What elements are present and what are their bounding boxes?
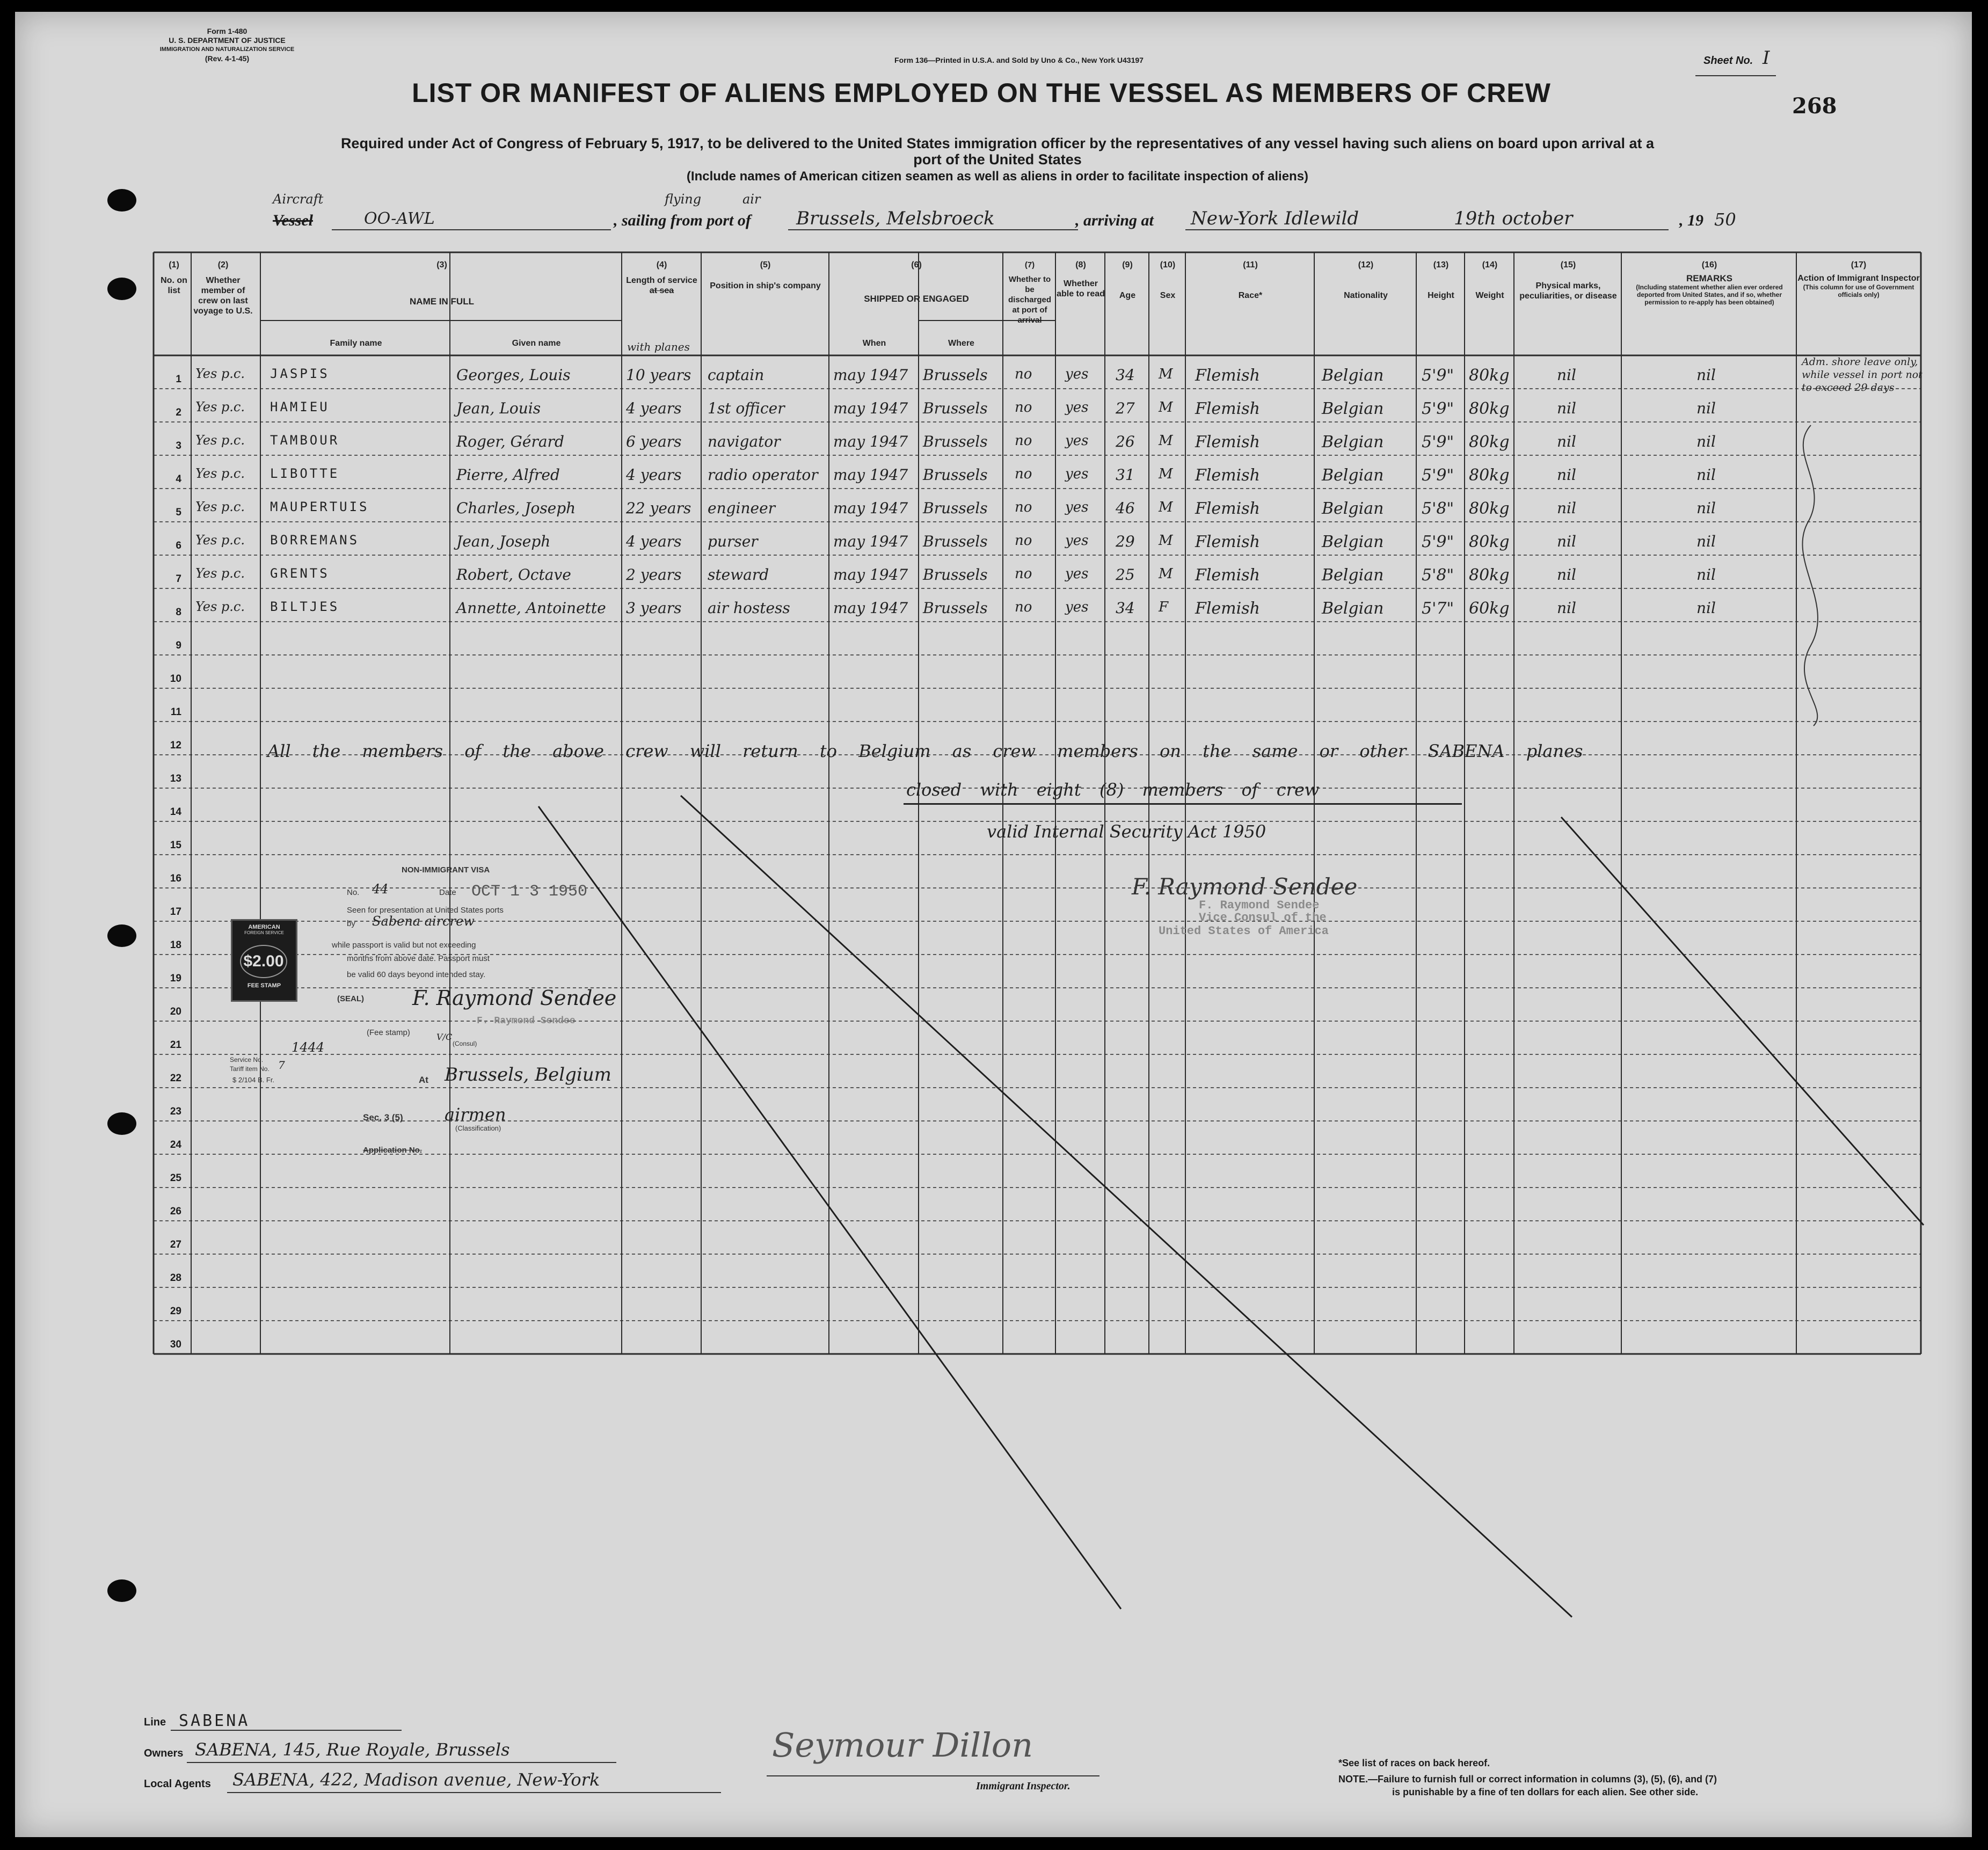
col10-num: (10) — [1160, 260, 1176, 270]
remarks-cell: nil — [1696, 399, 1716, 417]
note-return-belgium: All the members of the above crew will return to Belgium as crew members on the same or other SABENA planes — [267, 741, 1583, 761]
physical-marks-cell: nil — [1557, 566, 1576, 584]
fee-stamp — [231, 919, 297, 1002]
col5-num: (5) — [760, 260, 771, 270]
race-cell: Flemish — [1195, 366, 1260, 385]
row-number: 6 — [176, 540, 181, 551]
nationality-cell: Belgian — [1322, 366, 1384, 385]
col6a-label: When — [862, 339, 886, 348]
able-to-read-cell: yes — [1065, 499, 1089, 515]
arriving-value: New-York Idlewild — [1191, 208, 1359, 229]
inspector-label: Immigrant Inspector. — [976, 1780, 1071, 1792]
col3b-label: Given name — [512, 339, 561, 348]
page-number: 268 — [1792, 93, 1837, 119]
weight-cell: 80kg — [1469, 399, 1510, 418]
owners-value: SABENA, 145, Rue Royale, Brussels — [195, 1739, 510, 1760]
height-cell: 5'9" — [1422, 433, 1454, 451]
shipped-where-cell: Brussels — [923, 566, 988, 584]
family-name-cell: TAMBOUR — [270, 433, 340, 448]
age-cell: 27 — [1116, 399, 1135, 417]
air-note: air — [742, 192, 761, 207]
vessel-value: OO-AWL — [364, 209, 435, 228]
note-label: NOTE. — [1338, 1774, 1368, 1785]
race-cell: Flemish — [1195, 466, 1260, 485]
service-length-cell: 6 years — [626, 433, 682, 450]
col6-label: SHIPPED OR ENGAGED — [864, 294, 969, 304]
visa-consul-label: (Consul) — [453, 1040, 477, 1047]
physical-marks-cell: nil — [1557, 433, 1576, 450]
visa-class-label: (Classification) — [455, 1124, 501, 1132]
able-to-read-cell: yes — [1065, 599, 1089, 615]
visa-app-label: Application No. — [363, 1146, 422, 1155]
cancel-line — [538, 806, 1121, 1609]
arriving-label: , arriving at — [1075, 212, 1154, 229]
row-number: 22 — [170, 1073, 181, 1084]
position-cell: purser — [708, 533, 758, 550]
position-cell: radio operator — [708, 466, 818, 484]
service: IMMIGRATION AND NATURALIZATION SERVICE — [159, 46, 295, 53]
row-number: 20 — [170, 1006, 181, 1017]
family-name-cell: JASPIS — [270, 366, 330, 381]
sailing-value: Brussels, Melsbroeck — [796, 208, 995, 229]
discharged-cell: no — [1015, 533, 1032, 549]
shipped-where-cell: Brussels — [923, 499, 988, 517]
discharged-cell: no — [1015, 566, 1032, 582]
col11-label: Race* — [1238, 291, 1263, 300]
weight-cell: 80kg — [1469, 499, 1510, 518]
nationality-cell: Belgian — [1322, 466, 1384, 485]
col5-label: Position in ship's company — [710, 281, 821, 290]
given-name-cell: Georges, Louis — [456, 366, 571, 384]
position-cell: captain — [708, 366, 764, 384]
shipped-when-cell: may 1947 — [833, 366, 908, 384]
col3-num: (3) — [436, 260, 447, 270]
inspector-underline — [767, 1775, 1099, 1776]
age-cell: 46 — [1116, 499, 1135, 517]
col3a-label: Family name — [330, 339, 382, 348]
row-number: 23 — [170, 1106, 181, 1117]
col16-label: REMARKS — [1686, 273, 1732, 283]
row-number: 11 — [170, 707, 181, 718]
row-number: 15 — [170, 840, 181, 851]
race-cell: Flemish — [1195, 499, 1260, 518]
col9-num: (9) — [1122, 260, 1133, 270]
agents-underline — [227, 1792, 721, 1793]
vessel-label: Vessel — [273, 212, 313, 229]
visa-sec-label: Sec. 3 (5) — [363, 1112, 403, 1123]
visa-valid-text1: while passport is valid but not exceeding — [332, 941, 476, 950]
service-length-cell: 4 years — [626, 533, 682, 550]
nationality-cell: Belgian — [1322, 599, 1384, 618]
row-number: 9 — [176, 640, 181, 651]
prior-voyage-cell: Yes p.c. — [195, 366, 245, 381]
visa-by-label: by — [347, 919, 355, 928]
visa-service-no: 1444 — [292, 1040, 325, 1055]
race-cell: Flemish — [1195, 566, 1260, 585]
row-number: 5 — [176, 507, 181, 518]
row-number: 12 — [170, 740, 181, 751]
shipped-when-cell: may 1947 — [833, 433, 908, 450]
discharged-cell: no — [1015, 399, 1032, 416]
given-name-cell: Roger, Gérard — [456, 433, 564, 450]
family-name-cell: BILTJES — [270, 599, 340, 614]
row-number: 4 — [176, 474, 181, 485]
col14-label: Weight — [1475, 291, 1504, 300]
date-value: 19th october — [1454, 208, 1573, 229]
family-name-cell: HAMIEU — [270, 399, 330, 414]
year-value: 50 — [1714, 209, 1736, 230]
sex-cell: M — [1159, 533, 1173, 549]
visa-consul-value: V/C — [436, 1032, 453, 1042]
remarks-cell: nil — [1696, 499, 1716, 517]
family-name-cell: BORREMANS — [270, 533, 360, 548]
subtitle-line1: Required under Act of Congress of February 5, 1917, to be delivered to the United States immigration officer by the representatives of any vessel having such aliens on board upon arrival at a — [340, 135, 1655, 151]
sailing-label: , sailing from port of — [614, 212, 751, 229]
visa-no-label: No. — [347, 888, 360, 897]
height-cell: 5'7" — [1422, 599, 1454, 618]
weight-cell: 80kg — [1469, 433, 1510, 451]
discharged-cell: no — [1015, 499, 1032, 515]
row-number: 27 — [170, 1239, 181, 1250]
col2-label: Whether member of crew on last voyage to U.S. — [193, 276, 253, 316]
physical-marks-cell: nil — [1557, 533, 1576, 550]
col12-num: (12) — [1358, 260, 1374, 270]
subtitle-line3: (Include names of American citizen seamen as well as aliens in order to facilitate inspection of aliens) — [686, 169, 1309, 184]
service-length-cell: 22 years — [626, 499, 691, 517]
consul-title: Vice Consul of the — [1199, 911, 1327, 924]
discharged-cell: no — [1015, 466, 1032, 482]
col17-num: (17) — [1851, 260, 1867, 270]
visa-header: NON-IMMIGRANT VISA — [402, 865, 490, 875]
row-number: 17 — [170, 906, 181, 917]
visa-service-label: Service No. — [230, 1056, 264, 1064]
col4-num: (4) — [656, 260, 667, 270]
aircraft-note: Aircraft — [273, 192, 324, 207]
visa-date-value: OCT 1 3 1950 — [471, 883, 588, 901]
race-cell: Flemish — [1195, 399, 1260, 418]
visa-seal-label: (SEAL) — [337, 994, 364, 1003]
given-name-cell: Pierre, Alfred — [456, 466, 560, 484]
agents-value: SABENA, 422, Madison avenue, New-York — [232, 1769, 600, 1790]
col6b-label: Where — [948, 339, 974, 348]
revision: (Rev. 4-1-45) — [205, 54, 250, 63]
given-name-cell: Jean, Louis — [456, 399, 541, 417]
nationality-cell: Belgian — [1322, 566, 1384, 585]
given-name-cell: Jean, Joseph — [456, 533, 551, 550]
visa-date-label: Date — [439, 888, 456, 897]
service-length-cell: 4 years — [626, 399, 682, 417]
visa-at-value: Brussels, Belgium — [445, 1064, 611, 1086]
given-name-cell: Annette, Antoinette — [456, 599, 606, 617]
height-cell: 5'8" — [1422, 499, 1454, 518]
printer-line: Form 136—Printed in U.S.A. and Sold by Uno & Co., New York U43197 — [894, 56, 1144, 64]
visa-sig-typed: F. Raymond Sendee — [477, 1016, 576, 1026]
age-cell: 31 — [1116, 466, 1135, 484]
height-cell: 5'9" — [1422, 399, 1454, 418]
visa-no-value: 44 — [372, 882, 389, 897]
race-cell: Flemish — [1195, 599, 1260, 618]
service-length-cell: 2 years — [626, 566, 682, 584]
line-underline — [171, 1730, 402, 1731]
shipped-when-cell: may 1947 — [833, 466, 908, 484]
visa-fee-label: (Fee stamp) — [367, 1028, 410, 1037]
row-number: 19 — [170, 973, 181, 984]
physical-marks-cell: nil — [1557, 466, 1576, 484]
sheet-value: I — [1763, 47, 1770, 69]
row-number: 14 — [170, 806, 181, 818]
physical-marks-cell: nil — [1557, 366, 1576, 384]
discharged-cell: no — [1015, 433, 1032, 449]
col10-label: Sex — [1160, 291, 1176, 300]
remarks-cell: nil — [1696, 433, 1716, 450]
remarks-cell: nil — [1696, 366, 1716, 384]
service-length-cell: 4 years — [626, 466, 682, 484]
weight-cell: 60kg — [1469, 599, 1510, 618]
col2-num: (2) — [217, 260, 229, 270]
visa-tariff-label: Tariff item No. — [230, 1065, 270, 1073]
inspector-signature: Seymour Dillon — [772, 1725, 1033, 1765]
sex-cell: M — [1159, 433, 1173, 449]
subtitle-line2: port of the United States — [913, 151, 1082, 167]
col7-label: Whether to be discharged at port of arrival — [1008, 275, 1052, 325]
cancel-line — [681, 796, 1572, 1617]
consul-typed-name: F. Raymond Sendee — [1199, 899, 1320, 912]
row-number: 29 — [170, 1306, 181, 1317]
consul-country: United States of America — [1159, 924, 1329, 938]
col7-num: (7) — [1024, 260, 1035, 270]
col8-label: Whether able to read — [1057, 279, 1105, 298]
col15-label: Physical marks, peculiarities, or disease — [1519, 281, 1617, 301]
prior-voyage-cell: Yes p.c. — [195, 533, 245, 548]
age-cell: 34 — [1116, 366, 1135, 384]
able-to-read-cell: yes — [1065, 366, 1089, 382]
fee-stamp-line3: FEE STAMP — [247, 982, 281, 989]
shipped-where-cell: Brussels — [923, 366, 988, 384]
able-to-read-cell: yes — [1065, 433, 1089, 449]
col1-num: (1) — [169, 260, 179, 270]
visa-class-value: airmen — [445, 1104, 506, 1125]
race-cell: Flemish — [1195, 433, 1260, 451]
col17-label: Action of Immigrant Inspector — [1797, 274, 1920, 283]
row-number: 16 — [170, 873, 181, 884]
col16-num: (16) — [1701, 260, 1717, 270]
ditto-bracket — [1802, 425, 1817, 726]
col3-label: NAME IN FULL — [410, 296, 474, 307]
year-prefix: , 19 — [1679, 212, 1703, 229]
given-name-cell: Charles, Joseph — [456, 499, 576, 517]
owners-label: Owners — [144, 1747, 184, 1759]
fee-stamp-line2: FOREIGN SERVICE — [244, 930, 284, 935]
service-length-cell: 3 years — [626, 599, 682, 617]
position-cell: engineer — [708, 499, 776, 517]
visa-valid-text3: be valid 60 days beyond intended stay. — [347, 970, 486, 979]
nationality-cell: Belgian — [1322, 499, 1384, 518]
owners-underline — [187, 1762, 616, 1763]
row-number: 8 — [176, 607, 181, 618]
height-cell: 5'9" — [1422, 533, 1454, 551]
col4-hand-note: with planes — [627, 340, 690, 353]
department: U. S. DEPARTMENT OF JUSTICE — [169, 36, 286, 45]
visa-seen-text: Seen for presentation at United States ports — [347, 906, 504, 915]
col8-num: (8) — [1075, 260, 1086, 270]
row-number: 26 — [170, 1206, 181, 1217]
inspector-action-note: Adm. shore leave only, while vessel in port not to exceed 29 days — [1802, 356, 1923, 394]
visa-at-label: At — [419, 1075, 428, 1085]
col15-num: (15) — [1560, 260, 1576, 270]
row-number: 28 — [170, 1272, 181, 1284]
note-valid-security-act: valid Internal Security Act 1950 — [987, 821, 1266, 842]
cancel-line — [1561, 817, 1924, 1225]
given-name-cell: Robert, Octave — [456, 566, 571, 584]
line-value: SABENA — [179, 1711, 250, 1730]
able-to-read-cell: yes — [1065, 399, 1089, 416]
sex-cell: F — [1159, 599, 1169, 615]
race-cell: Flemish — [1195, 533, 1260, 551]
age-cell: 26 — [1116, 433, 1135, 450]
service-length-cell: 10 years — [626, 366, 691, 384]
weight-cell: 80kg — [1469, 466, 1510, 485]
col13-label: Height — [1428, 291, 1454, 300]
weight-cell: 80kg — [1469, 366, 1510, 385]
sex-cell: M — [1159, 399, 1173, 416]
nationality-cell: Belgian — [1322, 433, 1384, 451]
form-number: Form 1-480 — [207, 27, 247, 35]
physical-marks-cell: nil — [1557, 399, 1576, 417]
col17-note: (This column for use of Government officials only) — [1803, 283, 1914, 298]
manifest-page — [15, 12, 1972, 1837]
prior-voyage-cell: Yes p.c. — [195, 499, 245, 514]
able-to-read-cell: yes — [1065, 466, 1089, 482]
nationality-cell: Belgian — [1322, 533, 1384, 551]
row-number: 25 — [170, 1172, 181, 1184]
sex-cell: M — [1159, 366, 1173, 382]
prior-voyage-cell: Yes p.c. — [195, 566, 245, 581]
height-cell: 5'9" — [1422, 366, 1454, 385]
shipped-where-cell: Brussels — [923, 466, 988, 484]
agents-label: Local Agents — [144, 1778, 211, 1790]
document-title: LIST OR MANIFEST OF ALIENS EMPLOYED ON THE VESSEL AS MEMBERS OF CREW — [412, 78, 1551, 108]
row-number: 10 — [170, 673, 181, 684]
shipped-where-cell: Brussels — [923, 533, 988, 550]
weight-cell: 80kg — [1469, 566, 1510, 585]
remarks-cell: nil — [1696, 566, 1716, 584]
remarks-cell: nil — [1696, 466, 1716, 484]
row-number: 3 — [176, 440, 181, 451]
note-text1: —Failure to furnish full or correct information in columns (3), (5), (6), and (7) — [1368, 1774, 1717, 1785]
sex-cell: M — [1159, 566, 1173, 582]
age-cell: 34 — [1116, 599, 1135, 617]
shipped-where-cell: Brussels — [923, 599, 988, 617]
discharged-cell: no — [1015, 599, 1032, 615]
physical-marks-cell: nil — [1557, 499, 1576, 517]
prior-voyage-cell: Yes p.c. — [195, 399, 245, 414]
family-name-cell: LIBOTTE — [270, 466, 340, 481]
visa-signature: F. Raymond Sendee — [412, 986, 617, 1010]
col4-label: Length of service — [626, 276, 697, 285]
col14-num: (14) — [1482, 260, 1498, 270]
col13-num: (13) — [1433, 260, 1449, 270]
position-cell: navigator — [708, 433, 781, 450]
position-cell: steward — [708, 566, 769, 584]
sex-cell: M — [1159, 499, 1173, 515]
fee-stamp-value: $2.00 — [240, 945, 287, 978]
position-cell: air hostess — [708, 599, 790, 617]
prior-voyage-cell: Yes p.c. — [195, 466, 245, 481]
races-note: *See list of races on back hereof. — [1338, 1758, 1490, 1768]
col9-label: Age — [1119, 291, 1136, 300]
visa-by-value: Sabena aircrew — [372, 914, 475, 929]
visa-valid-text2: months from above date. Passport must — [347, 954, 490, 963]
col4-strike: at sea — [649, 286, 674, 295]
sex-cell: M — [1159, 466, 1173, 482]
height-cell: 5'9" — [1422, 466, 1454, 485]
discharged-cell: no — [1015, 366, 1032, 382]
family-name-cell: GRENTS — [270, 566, 330, 581]
col11-num: (11) — [1243, 260, 1258, 270]
row-number: 24 — [170, 1139, 181, 1150]
shipped-when-cell: may 1947 — [833, 499, 908, 517]
shipped-when-cell: may 1947 — [833, 566, 908, 584]
row-number: 1 — [176, 374, 181, 385]
prior-voyage-cell: Yes p.c. — [195, 599, 245, 614]
able-to-read-cell: yes — [1065, 566, 1089, 582]
row-number: 2 — [176, 407, 181, 418]
col1-label: No. on list — [161, 276, 187, 295]
row-number: 13 — [170, 773, 181, 784]
height-cell: 5'8" — [1422, 566, 1454, 585]
able-to-read-cell: yes — [1065, 533, 1089, 549]
shipped-where-cell: Brussels — [923, 433, 988, 450]
flying-note: flying — [665, 192, 702, 207]
row-number: 7 — [176, 573, 181, 585]
physical-marks-cell: nil — [1557, 599, 1576, 617]
note-closed-members: closed with eight (8) members of crew — [906, 780, 1320, 800]
shipped-when-cell: may 1947 — [833, 399, 908, 417]
family-name-cell: MAUPERTUIS — [270, 499, 369, 514]
shipped-when-cell: may 1947 — [833, 599, 908, 617]
col12-label: Nationality — [1344, 291, 1388, 300]
row-number: 18 — [170, 939, 181, 951]
sheet-label: Sheet No. — [1703, 55, 1753, 67]
age-cell: 25 — [1116, 566, 1135, 584]
position-cell: 1st officer — [708, 399, 785, 417]
line-label: Line — [144, 1716, 166, 1728]
fee-stamp-line1: AMERICAN — [248, 924, 280, 930]
nationality-cell: Belgian — [1322, 399, 1384, 418]
remarks-cell: nil — [1696, 599, 1716, 617]
row-number: 21 — [170, 1039, 181, 1051]
col16-note: (Including statement whether alien ever ordered deported from United States, and if so, whether permission to re-apply has been obtained) — [1636, 283, 1783, 306]
remarks-cell: nil — [1696, 533, 1716, 550]
row-number: 30 — [170, 1339, 181, 1350]
age-cell: 29 — [1116, 533, 1135, 550]
footer-note-line1 — [1338, 1774, 1717, 1785]
consul-signature: F. Raymond Sendee — [1132, 873, 1358, 900]
shipped-where-cell: Brussels — [923, 399, 988, 417]
shipped-when-cell: may 1947 — [833, 533, 908, 550]
cancellation-lines — [15, 12, 1972, 1730]
col6-num: (6) — [911, 260, 922, 270]
visa-tariff-value: 7 — [278, 1059, 285, 1072]
prior-voyage-cell: Yes p.c. — [195, 433, 245, 448]
note-text2: is punishable by a fine of ten dollars for each alien. See other side. — [1392, 1787, 1699, 1797]
weight-cell: 80kg — [1469, 533, 1510, 551]
visa-fee-value: $ 2/104 B. Fr. — [232, 1076, 275, 1084]
